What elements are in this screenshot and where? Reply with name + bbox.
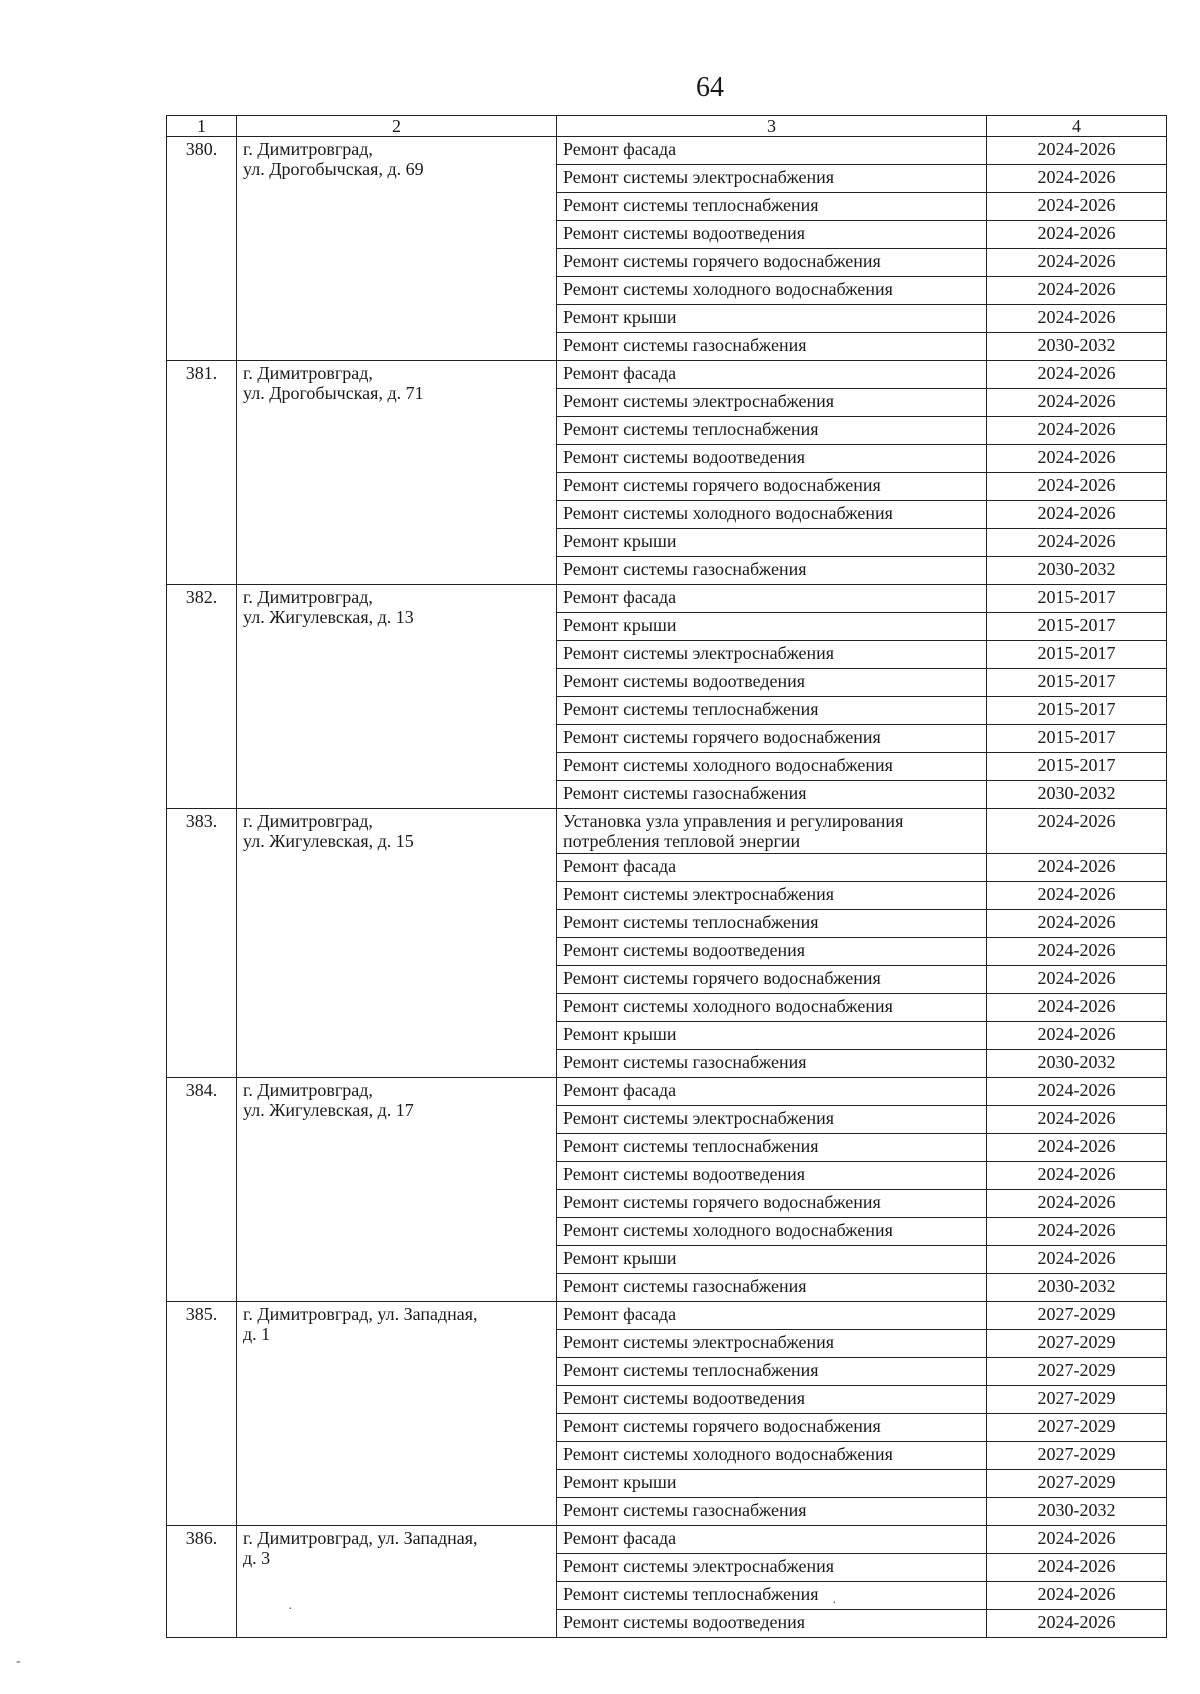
work-type: Ремонт крыши — [557, 1022, 987, 1050]
work-type: Ремонт системы газоснабжения — [557, 557, 987, 585]
work-type: Ремонт системы водоотведения — [557, 669, 987, 697]
entry-number: 381. — [167, 361, 237, 585]
work-type: Ремонт системы водоотведения — [557, 1610, 987, 1638]
work-period: 2024-2026 — [987, 389, 1167, 417]
repair-schedule-table — [166, 115, 1167, 1638]
work-period: 2030-2032 — [987, 557, 1167, 585]
table-row — [167, 1302, 1167, 1330]
work-period: 2027-2029 — [987, 1330, 1167, 1358]
building-address: г. Димитровград, ул. Западная, д. 1 — [237, 1302, 557, 1526]
building-address: г. Димитровград, ул. Жигулевская, д. 13 — [237, 585, 557, 809]
table-row — [167, 361, 1167, 389]
work-type: Ремонт системы электроснабжения — [557, 641, 987, 669]
work-period: 2024-2026 — [987, 1526, 1167, 1554]
work-type: Установка узла управления и регулирования потребления тепловой энергии — [557, 809, 987, 854]
work-period: 2024-2026 — [987, 1610, 1167, 1638]
work-type: Ремонт системы водоотведения — [557, 221, 987, 249]
work-period: 2024-2026 — [987, 910, 1167, 938]
work-type: Ремонт фасада — [557, 1302, 987, 1330]
work-type: Ремонт системы горячего водоснабжения — [557, 473, 987, 501]
work-type: Ремонт фасада — [557, 137, 987, 165]
work-type: Ремонт фасада — [557, 854, 987, 882]
work-period: 2024-2026 — [987, 1162, 1167, 1190]
table-row — [167, 1526, 1167, 1554]
work-type: Ремонт системы теплоснабжения — [557, 193, 987, 221]
work-period: 2024-2026 — [987, 994, 1167, 1022]
work-period: 2024-2026 — [987, 137, 1167, 165]
entry-number: 380. — [167, 137, 237, 361]
work-period: 2015-2017 — [987, 697, 1167, 725]
work-type: Ремонт системы водоотведения — [557, 1386, 987, 1414]
work-period: 2024-2026 — [987, 1022, 1167, 1050]
work-period: 2027-2029 — [987, 1302, 1167, 1330]
entry-number: 383. — [167, 809, 237, 1078]
work-type: Ремонт крыши — [557, 1470, 987, 1498]
work-period: 2027-2029 — [987, 1414, 1167, 1442]
scan-speck: · — [288, 1602, 293, 1617]
work-period: 2024-2026 — [987, 529, 1167, 557]
work-type: Ремонт системы водоотведения — [557, 1162, 987, 1190]
work-type: Ремонт системы холодного водоснабжения — [557, 994, 987, 1022]
scan-speck: · — [832, 1596, 837, 1611]
work-period: 2015-2017 — [987, 669, 1167, 697]
work-type: Ремонт крыши — [557, 613, 987, 641]
work-type: Ремонт системы холодного водоснабжения — [557, 501, 987, 529]
work-type: Ремонт системы горячего водоснабжения — [557, 1414, 987, 1442]
column-header: 1 — [167, 116, 237, 137]
work-period: 2024-2026 — [987, 938, 1167, 966]
work-type: Ремонт системы горячего водоснабжения — [557, 966, 987, 994]
work-period: 2024-2026 — [987, 305, 1167, 333]
work-period: 2024-2026 — [987, 1582, 1167, 1610]
work-type: Ремонт системы горячего водоснабжения — [557, 1190, 987, 1218]
work-period: 2015-2017 — [987, 725, 1167, 753]
work-period: 2027-2029 — [987, 1442, 1167, 1470]
column-header: 3 — [557, 116, 987, 137]
page-number: 64 — [696, 72, 724, 103]
work-type: Ремонт системы электроснабжения — [557, 1106, 987, 1134]
work-type: Ремонт системы газоснабжения — [557, 781, 987, 809]
entry-number: 384. — [167, 1078, 237, 1302]
work-period: 2024-2026 — [987, 1134, 1167, 1162]
work-type: Ремонт крыши — [557, 529, 987, 557]
work-period: 2024-2026 — [987, 809, 1167, 854]
work-type: Ремонт системы теплоснабжения — [557, 1358, 987, 1386]
work-period: 2024-2026 — [987, 1218, 1167, 1246]
work-period: 2024-2026 — [987, 165, 1167, 193]
work-type: Ремонт системы водоотведения — [557, 445, 987, 473]
work-period: 2024-2026 — [987, 501, 1167, 529]
work-period: 2030-2032 — [987, 781, 1167, 809]
work-period: 2027-2029 — [987, 1358, 1167, 1386]
work-type: Ремонт системы холодного водоснабжения — [557, 1442, 987, 1470]
table-row — [167, 585, 1167, 613]
building-address: г. Димитровград, ул. Дрогобычская, д. 71 — [237, 361, 557, 585]
work-period: 2024-2026 — [987, 221, 1167, 249]
building-address: г. Димитровград, ул. Жигулевская, д. 17 — [237, 1078, 557, 1302]
building-address: г. Димитровград, ул. Западная, д. 3 — [237, 1526, 557, 1638]
work-period: 2024-2026 — [987, 1554, 1167, 1582]
table-row — [167, 1078, 1167, 1106]
work-period: 2024-2026 — [987, 1078, 1167, 1106]
work-period: 2030-2032 — [987, 1498, 1167, 1526]
column-header: 2 — [237, 116, 557, 137]
work-period: 2015-2017 — [987, 641, 1167, 669]
building-address: г. Димитровград, ул. Дрогобычская, д. 69 — [237, 137, 557, 361]
work-period: 2027-2029 — [987, 1470, 1167, 1498]
work-period: 2024-2026 — [987, 882, 1167, 910]
work-type: Ремонт системы электроснабжения — [557, 389, 987, 417]
work-period: 2024-2026 — [987, 854, 1167, 882]
table-header-row — [167, 116, 1167, 137]
work-period: 2030-2032 — [987, 1274, 1167, 1302]
work-type: Ремонт системы холодного водоснабжения — [557, 1218, 987, 1246]
work-type: Ремонт системы электроснабжения — [557, 165, 987, 193]
entry-number: 385. — [167, 1302, 237, 1526]
work-type: Ремонт системы электроснабжения — [557, 1554, 987, 1582]
work-type: Ремонт системы горячего водоснабжения — [557, 249, 987, 277]
table-body — [167, 137, 1167, 1638]
work-period: 2024-2026 — [987, 277, 1167, 305]
work-type: Ремонт системы водоотведения — [557, 938, 987, 966]
table-row — [167, 809, 1167, 854]
work-type: Ремонт системы теплоснабжения — [557, 1134, 987, 1162]
work-period: 2030-2032 — [987, 1050, 1167, 1078]
work-type: Ремонт системы газоснабжения — [557, 1498, 987, 1526]
work-type: Ремонт системы газоснабжения — [557, 1274, 987, 1302]
work-type: Ремонт системы газоснабжения — [557, 333, 987, 361]
work-period: 2024-2026 — [987, 361, 1167, 389]
work-type: Ремонт системы холодного водоснабжения — [557, 277, 987, 305]
work-period: 2030-2032 — [987, 333, 1167, 361]
entry-number: 386. — [167, 1526, 237, 1638]
work-type: Ремонт фасада — [557, 361, 987, 389]
work-period: 2024-2026 — [987, 193, 1167, 221]
work-period: 2024-2026 — [987, 249, 1167, 277]
work-type: Ремонт системы горячего водоснабжения — [557, 725, 987, 753]
work-type: Ремонт системы теплоснабжения — [557, 417, 987, 445]
work-period: 2024-2026 — [987, 1246, 1167, 1274]
building-address: г. Димитровград, ул. Жигулевская, д. 15 — [237, 809, 557, 1078]
work-type: Ремонт фасада — [557, 1078, 987, 1106]
work-period: 2024-2026 — [987, 966, 1167, 994]
work-type: Ремонт фасада — [557, 1526, 987, 1554]
work-type: Ремонт системы электроснабжения — [557, 1330, 987, 1358]
work-type: Ремонт системы теплоснабжения — [557, 910, 987, 938]
work-type: Ремонт системы теплоснабжения — [557, 697, 987, 725]
work-period: 2024-2026 — [987, 1106, 1167, 1134]
work-period: 2024-2026 — [987, 445, 1167, 473]
work-type: Ремонт системы электроснабжения — [557, 882, 987, 910]
work-type: Ремонт системы газоснабжения — [557, 1050, 987, 1078]
table-row — [167, 137, 1167, 165]
work-period: 2015-2017 — [987, 613, 1167, 641]
work-period: 2015-2017 — [987, 753, 1167, 781]
work-period: 2024-2026 — [987, 417, 1167, 445]
work-period: 2015-2017 — [987, 585, 1167, 613]
work-period: 2024-2026 — [987, 473, 1167, 501]
work-type: Ремонт системы холодного водоснабжения — [557, 753, 987, 781]
work-period: 2027-2029 — [987, 1386, 1167, 1414]
work-type: Ремонт системы теплоснабжения — [557, 1582, 987, 1610]
work-type: Ремонт крыши — [557, 305, 987, 333]
scan-speck: - — [16, 1654, 21, 1669]
work-period: 2024-2026 — [987, 1190, 1167, 1218]
entry-number: 382. — [167, 585, 237, 809]
work-type: Ремонт крыши — [557, 1246, 987, 1274]
work-type: Ремонт фасада — [557, 585, 987, 613]
column-header: 4 — [987, 116, 1167, 137]
